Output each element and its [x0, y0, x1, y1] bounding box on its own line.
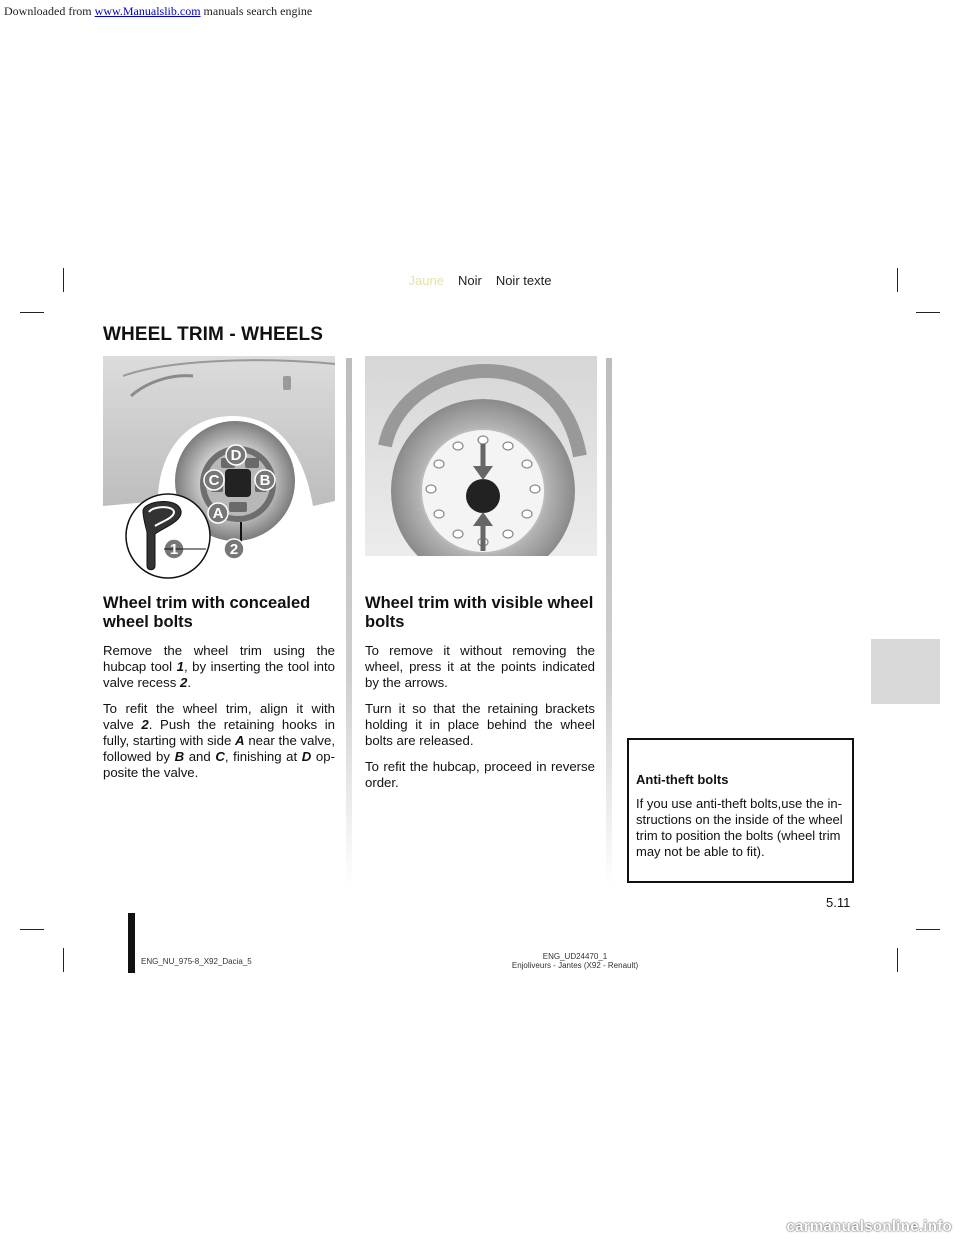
- label-2: 2: [229, 541, 239, 558]
- wheel-trim-visible-illustration: [365, 356, 597, 556]
- label-1: 1: [169, 541, 179, 558]
- footer-ref-line2: Enjoliveurs - Jantes (X92 - Renault): [511, 961, 639, 970]
- ref-c: C: [215, 749, 225, 764]
- section-heading: Wheel trim with visible wheel bolts: [365, 594, 594, 631]
- section-concealed-bolts: [103, 594, 335, 791]
- ref-d: D: [301, 749, 312, 764]
- anti-theft-note: [627, 738, 854, 883]
- color-jaune: Jaune: [408, 273, 444, 288]
- section-heading: Wheel trim with concealed wheel bolts: [103, 594, 311, 631]
- color-noir-texte: Noir texte: [495, 273, 552, 288]
- paragraph: Turn it so that the retaining brackets holding it in place behind the wheel bolts are released.: [365, 701, 595, 748]
- footer-ref-line1: ENG_UD24470_1: [542, 952, 608, 961]
- ref-1: 1: [176, 659, 184, 674]
- paragraph: To remove it without removing the wheel, press it at the points indicated by the arrows.: [365, 643, 595, 690]
- column-separator: [606, 358, 612, 888]
- crop-mark: [916, 312, 940, 313]
- section-visible-bolts: [365, 594, 595, 801]
- wheel-trim-concealed-illustration: [103, 356, 335, 581]
- ref-2: 2: [179, 675, 188, 690]
- color-noir: Noir: [457, 273, 482, 288]
- crop-mark: [916, 929, 940, 930]
- page-number: 5.11: [826, 895, 851, 910]
- crop-mark: [897, 948, 898, 972]
- paragraph: Remove the wheel trim using the hubcap tool 1, by inserting the tool into valve recess 2.: [103, 643, 335, 690]
- column-separator: [346, 358, 352, 888]
- color-bar: [0, 273, 960, 288]
- paragraph: To refit the wheel trim, align it with valve 2. Push the retaining hooks in fully, starting with side A near the valve, followed by B and C, finishing at D op-posite the valve.: [103, 701, 335, 780]
- label-c: C: [208, 472, 220, 489]
- margin-bar: [128, 913, 135, 973]
- paragraph: To refit the hubcap, proceed in reverse order.: [365, 759, 595, 790]
- crop-mark: [63, 948, 64, 972]
- watermark-text: carmanualsonline.info: [786, 1218, 952, 1235]
- ref-b: B: [174, 749, 185, 764]
- concealed-wheel-drawing: [103, 356, 335, 581]
- banner-suffix: manuals search engine: [200, 4, 313, 18]
- chapter-tab: [871, 639, 940, 704]
- banner-prefix: Downloaded from: [4, 4, 95, 18]
- note-title: Anti-theft bolts: [636, 772, 729, 787]
- manualslib-link[interactable]: www.Manualslib.com: [94, 4, 201, 18]
- label-a: A: [212, 505, 224, 522]
- label-d: D: [230, 447, 242, 464]
- ref-2: 2: [141, 717, 149, 732]
- label-b: B: [259, 472, 271, 489]
- footer-document-code: ENG_NU_975-8_X92_Dacia_5: [141, 957, 252, 966]
- download-banner: [4, 4, 312, 19]
- ref-a: A: [235, 733, 245, 748]
- page-title: WHEEL TRIM - WHEELS: [103, 324, 324, 345]
- crop-mark: [20, 312, 44, 313]
- footer-reference: [510, 952, 640, 970]
- note-body: If you use anti-theft bolts,use the in-structions on the inside of the wheel trim to position the bolts (wheel trim may not be able to fit).: [636, 796, 843, 859]
- visible-wheel-drawing: [365, 356, 597, 556]
- watermark-strip: [0, 1212, 960, 1242]
- crop-mark: [20, 929, 44, 930]
